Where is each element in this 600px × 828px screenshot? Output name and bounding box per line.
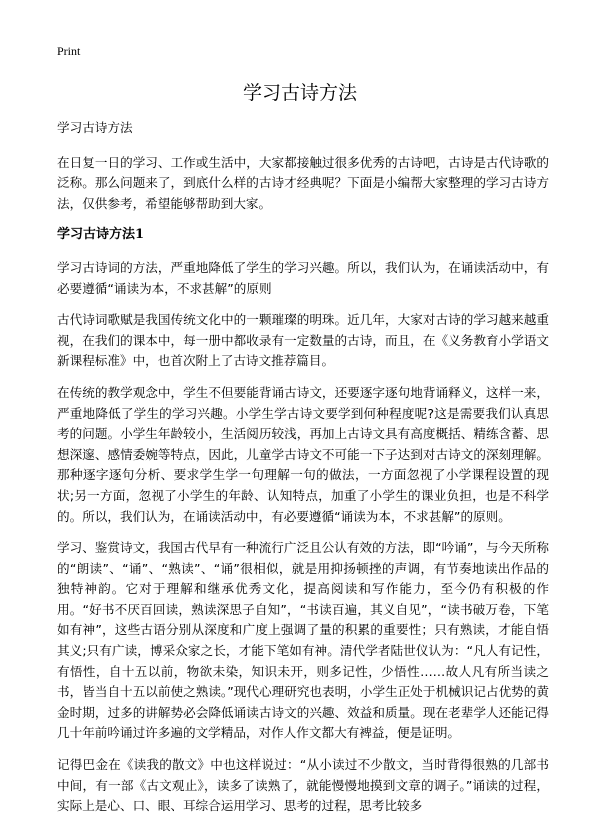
print-link[interactable]: Print (57, 44, 81, 58)
body-paragraph: 学习、鉴赏诗文，我国古代早有一种流行广泛且公认有效的方法，即“吟诵”，与今天所称的“朗读”、“诵”、“熟读”、“诵”很相似，就是用抑扬顿挫的声调，有节奏地读出作品的独特神韵。它对于理解和继承优秀文化，提高阅读和写作能力，至今仍有积极的作用。“好书不厌百回读，熟读深思子自知”，“书读百遍，其义自见”，“读书破万卷，下笔如有神”，这些古语分别从深度和广度上强调了量的积累的重要性；只有熟读，才能自悟其义;只有广读，博采众家之长，才能下笔如有神。清代学者陆世仪认为：“凡人有记性，有悟性，自十五以前，物欲未染，知识未开，则多记性，少悟性……故人凡有所当读之书，皆当自十五以前使之熟读。”现代心理研究也表明，小学生正处于机械识记占优势的黄金时期，过多的讲解势必会降低诵读古诗文的兴趣、效益和质量。现在老辈学人还能记得几十年前吟诵过许多遍的文学精品，对作人作文都大有裨益，便是证明。 (57, 540, 549, 741)
section-heading: 学习古诗方法1 (57, 227, 145, 243)
page-title: 学习古诗方法 (242, 82, 357, 104)
body-paragraph: 学习古诗词的方法，严重地降低了学生的学习兴趣。所以，我们认为，在诵读活动中，有必要遵循“诵读为本，不求甚解”的原则 (57, 259, 549, 296)
intro-paragraph: 在日复一日的学习、工作或生活中，大家都接触过很多优秀的古诗吧，古诗是古代诗歌的泛称。那么问题来了，到底什么样的古诗才经典呢？下面是小编帮大家整理的学习古诗方法，仅供参考，希望能够帮助到大家。 (57, 154, 549, 211)
article-body (57, 118, 549, 828)
article-subtitle: 学习古诗方法 (57, 120, 133, 135)
body-paragraph: 在传统的教学观念中，学生不但要能背诵古诗文，还要逐字逐句地背诵释义，这样一来，严重地降低了学生的学习兴趣。小学生学古诗文要学到何种程度呢?这是需要我们认真思考的问题。小学生年龄较小，生活阅历较浅，再加上古诗文具有高度概括、精练含蓄、思想深邃、感情委婉等特点，因此，儿童学古诗文不可能一下子达到对古诗文的深刻理解。那种逐字逐句分析、要求学生学一句理解一句的做法，一方面忽视了小学课程设置的现状;另一方面，忽视了小学生的年龄、认知特点，加重了小学生的课业负担，也是不科学的。所以，我们认为，在诵读活动中，有必要遵循“诵读为本，不求甚解”的原则。 (57, 384, 549, 524)
body-paragraph: 记得巴金在《读我的散文》中也这样说过：“从小读过不少散文，当时背得很熟的几部书中间，有一部《古文观止》，读多了读熟了，就能慢慢地摸到文章的调子。”诵读的过程，实际上是心、口、眼、耳综合运用学习、思考的过程，思考比较多 (57, 757, 549, 814)
body-paragraph: 古代诗词歌赋是我国传统文化中的一颗璀璨的明珠。近几年，大家对古诗的学习越来越重视，在我们的课本中，每一册中都收录有一定数量的古诗，而且，在《义务教育小学语文新课程标准》中，也首次附上了古诗文推荐篇目。 (57, 312, 549, 369)
